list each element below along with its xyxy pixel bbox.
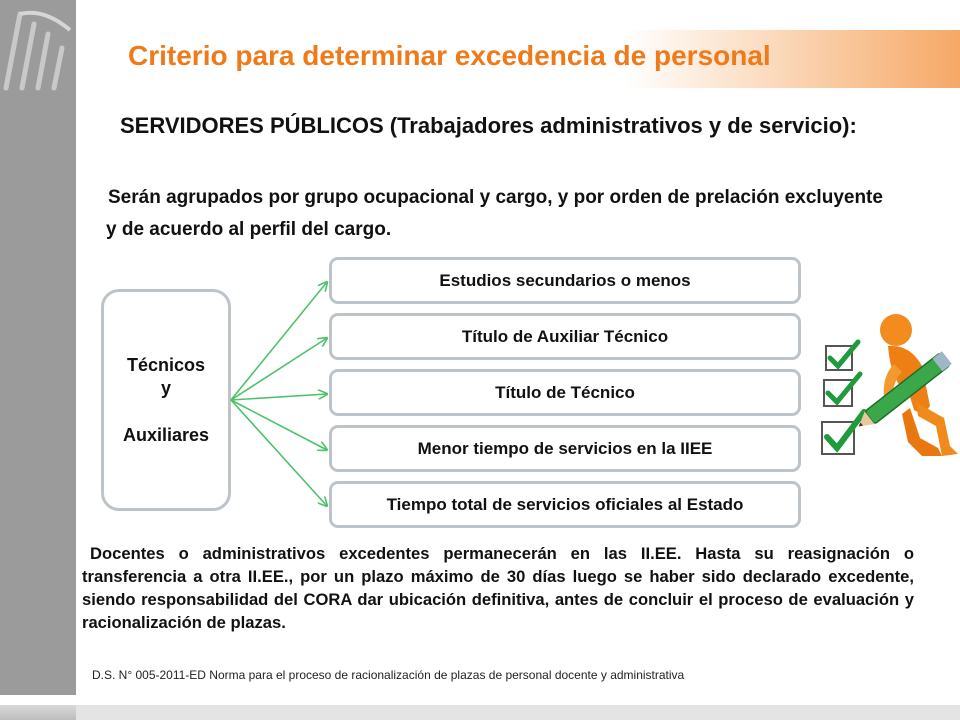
criterion-box-1: Estudios secundarios o menos — [329, 257, 801, 304]
group-line-3: Auxiliares — [122, 424, 210, 445]
source-citation: D.S. N° 005-2011-ED Norma para el proceso de racionalización de plazas de personal docente y administrativa — [92, 668, 685, 682]
checkbox-checked-icon — [826, 342, 858, 370]
criterion-box-5: Tiempo total de servicios oficiales al Estado — [329, 481, 801, 528]
arrow-4 — [231, 400, 327, 450]
intro-text: Serán agrupados por grupo ocupacional y cargo, y por orden de prelación excluyente y de acuerdo al perfil del cargo. — [106, 187, 883, 240]
criterion-box-3: Título de Técnico — [329, 369, 801, 416]
arrow-5 — [231, 400, 327, 506]
criterion-box-4: Menor tiempo de servicios en la IIEE — [329, 425, 801, 472]
arrow-2 — [231, 338, 327, 400]
sidebar — [0, 0, 76, 720]
note-text: Docentes o administrativos excedentes permanecerán en las II.EE. Hasta su reasignación o transferencia a otra II.EE., por un plazo máximo de 30 días luego se haber sido declarado excedente, siendo responsabilidad del CORA dar ubicación definitiva, antes de concluir el proceso de evaluación y racionalización de plazas. — [82, 544, 914, 632]
bottom-strip — [0, 695, 960, 720]
checkbox-checked-icon — [824, 374, 860, 406]
criterion-box-2: Título de Auxiliar Técnico — [329, 313, 801, 360]
group-box — [101, 289, 231, 511]
section-heading: SERVIDORES PÚBLICOS (Trabajadores administrativos y de servicio): — [120, 113, 857, 138]
group-line-1: Técnicos — [126, 354, 206, 375]
arrow-3 — [231, 394, 327, 400]
logo-icon — [0, 0, 76, 96]
arrow-1 — [231, 282, 327, 400]
person-with-pencil-icon — [818, 306, 960, 464]
checkbox-checked-icon — [822, 412, 864, 454]
group-line-2: y — [160, 377, 171, 398]
page-title: Criterio para determinar excedencia de personal — [128, 40, 771, 71]
